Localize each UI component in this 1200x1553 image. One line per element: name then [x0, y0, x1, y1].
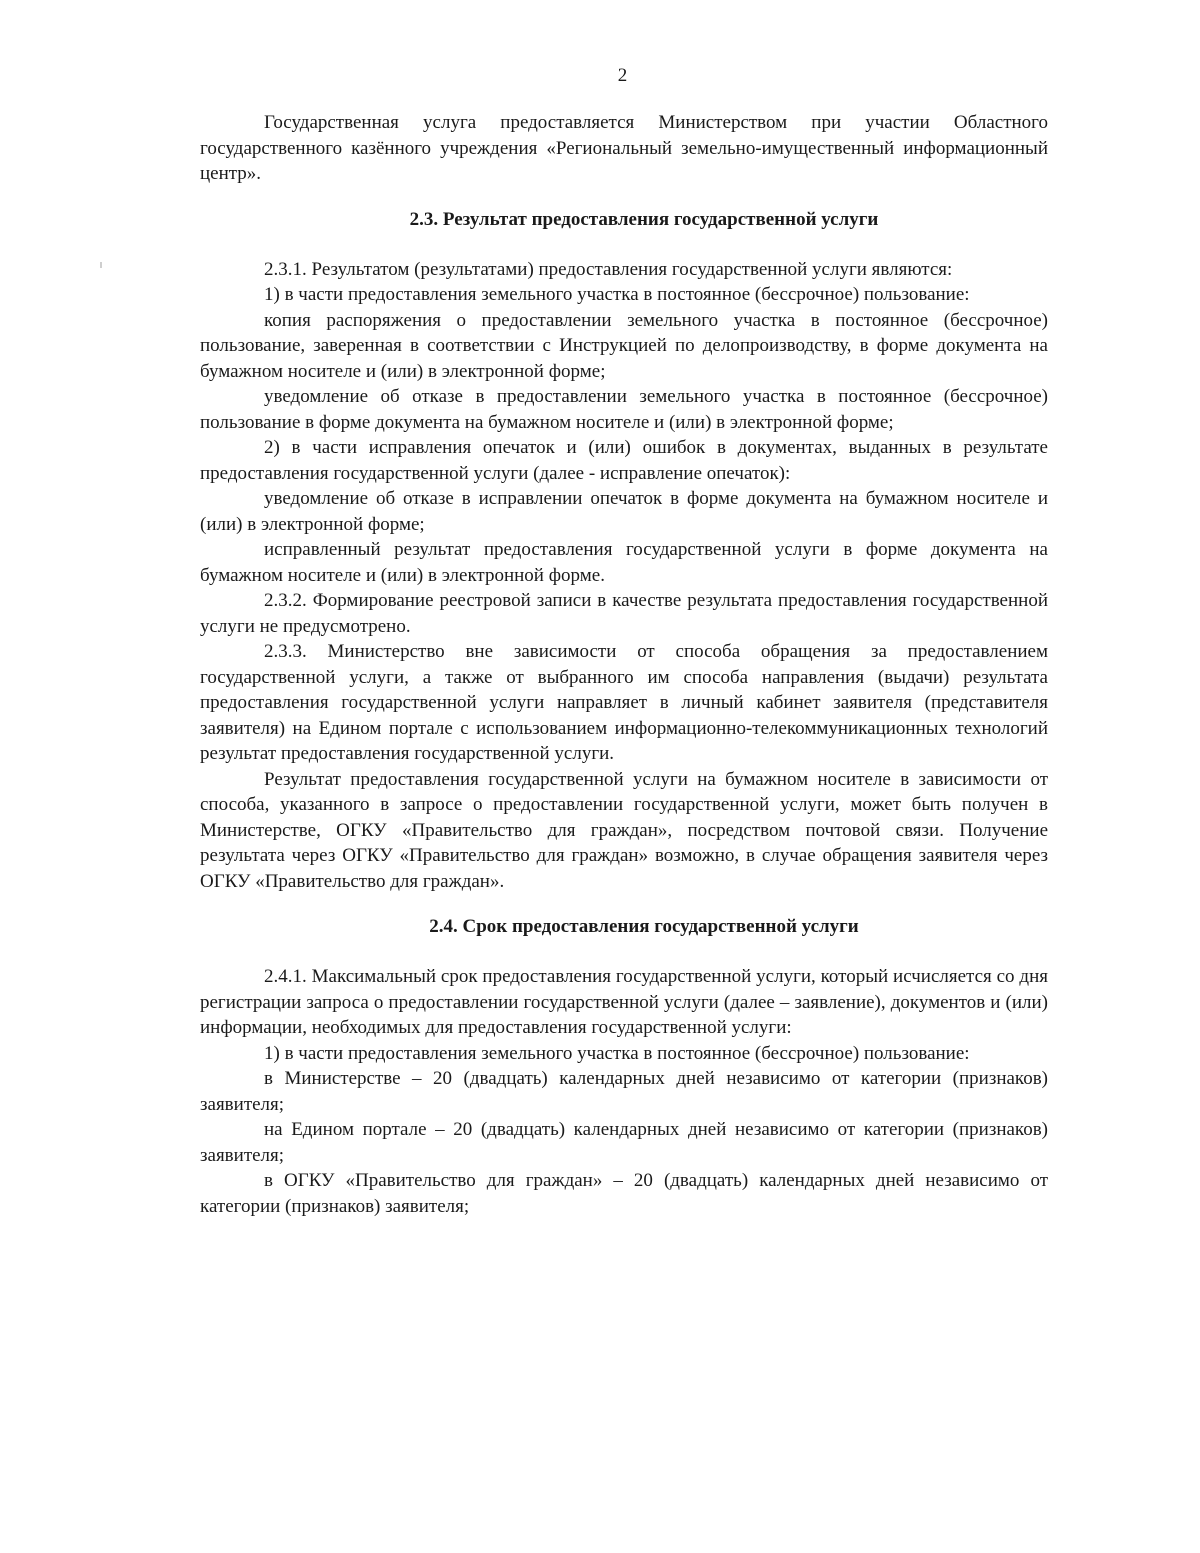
page-number: 2 [617, 65, 628, 86]
paragraph-2-3-1-typo-refusal: уведомление об отказе в исправлении опечаток в форме документа на бумажном носителе и (или) в электронной форме; [200, 488, 1048, 535]
paragraph-2-3-3-paper: Результат предоставления государственной услуги на бумажном носителе в зависимости от способа, указанного в запросе о предоставлении государственной услуги, может быть получен в Министерстве, ОГКУ «Правительство для граждан», посредством почтовой связи. Получение результата через ОГКУ «Правительство для граждан» возможно, в случае обращения заявителя через ОГКУ «Правительство для граждан». [200, 768, 1048, 892]
paragraph-2-3-2: 2.3.2. Формирование реестровой записи в качестве результата предоставления государственной услуги не предусмотрено. [200, 590, 1048, 637]
paragraph-2-4-1-portal: на Едином портале – 20 (двадцать) календарных дней независимо от категории (признаков) заявителя; [200, 1119, 1048, 1166]
paragraph-2-3-1-refusal: уведомление об отказе в предоставлении земельного участка в постоянное (бессрочное) пользование в форме документа на бумажном носителе и (или) в электронной форме; [200, 386, 1048, 433]
intro-paragraph: Государственная услуга предоставляется Министерством при участии Областного государственного казённого учреждения «Региональный земельно-имущественный информационный центр». [200, 112, 1048, 184]
paragraph-2-4-1-item-1: 1) в части предоставления земельного участка в постоянное (бессрочное) пользование: [264, 1042, 970, 1064]
paragraph-2-3-1-item-2: 2) в части исправления опечаток и (или) ошибок в документах, выданных в результате предоставления государственной услуги (далее - исправление опечаток): [200, 437, 1048, 484]
paragraph-2-3-1-corrected: исправленный результат предоставления государственной услуги в форме документа на бумажном носителе и (или) в электронной форме. [200, 539, 1048, 586]
paragraph-2-3-3: 2.3.3. Министерство вне зависимости от способа обращения за предоставлением государственной услуги, а также от выбранного им способа направления (выдачи) результата предоставления государственной услуги направляет в личный кабинет заявителя (представителя заявителя) на Едином портале с использованием информационно-телекоммуникационных технологий результат предоставления государственной услуги. [200, 641, 1048, 764]
paragraph-2-4-1-ministry: в Министерстве – 20 (двадцать) календарных дней независимо от категории (признаков) заявителя; [200, 1068, 1048, 1115]
section-2-3-heading: 2.3. Результат предоставления государственной услуги [409, 208, 879, 230]
section-2-4-heading: 2.4. Срок предоставления государственной услуги [429, 916, 859, 937]
document-body [200, 110, 1048, 1219]
paragraph-2-4-1-ogku: в ОГКУ «Правительство для граждан» – 20 (двадцать) календарных дней независимо от категории (признаков) заявителя; [200, 1170, 1048, 1217]
paragraph-2-3-1-item-1: 1) в части предоставления земельного участка в постоянное (бессрочное) пользование: [264, 284, 970, 305]
section-2-3-body [200, 257, 1048, 895]
paragraph-2-4-1: 2.4.1. Максимальный срок предоставления государственной услуги, который исчисляется со дня регистрации запроса о предоставлении государственной услуги (далее – заявление), документов и (или) информации, необходимых для предоставления государственной услуги: [200, 966, 1048, 1038]
paragraph-2-3-1-copy: копия распоряжения о предоставлении земельного участка в постоянное (бессрочное) пользование, заверенная в соответствии с Инструкцией по делопроизводству, в форме документа на бумажном носителе и (или) в электронной форме; [200, 309, 1048, 382]
section-2-4-body [200, 964, 1048, 1219]
paragraph-2-3-1: 2.3.1. Результатом (результатами) предоставления государственной услуги являются: [264, 258, 953, 280]
scan-mark [100, 262, 102, 268]
